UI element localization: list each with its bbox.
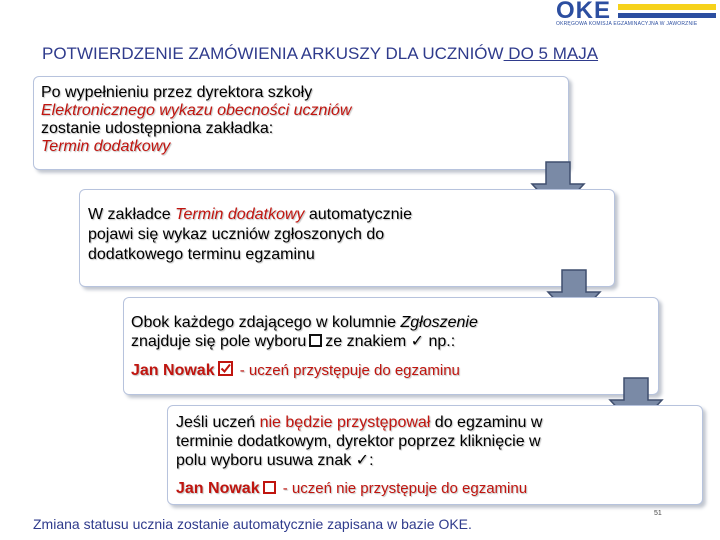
logo-letters: OKE [556, 0, 612, 24]
oke-logo [556, 2, 716, 26]
checked-checkbox-icon [218, 361, 233, 376]
box4-example: Jan Nowak - uczeń nie przystępuje do egzaminu [176, 480, 528, 497]
empty-checkbox-icon [263, 481, 276, 494]
box4-negation: nie będzie przystępował [259, 414, 431, 431]
checkbox-icon [309, 334, 322, 347]
box1-line3: zostanie udostępniona zakładka: [41, 120, 274, 137]
logo-bar-yellow [618, 4, 716, 10]
box4-line2: terminie dodatkowym, dyrektor poprzez kliknięcie w [176, 433, 541, 450]
box3-column-name: Zgłoszenie [400, 314, 478, 331]
box3-line2: znajduje się pole wyboru ze znakiem ✓ np.: [131, 333, 456, 350]
box4-line1: Jeśli uczeń nie będzie przystępował do egzaminu w [176, 414, 543, 431]
box3-example: Jan Nowak - uczeń przystępuje do egzaminu [131, 362, 460, 379]
box1-line4: Termin dodatkowy [41, 138, 171, 155]
example-student-name: Jan Nowak [131, 362, 215, 379]
box1-line2: Elektronicznego wykazu obecności uczniów [41, 102, 352, 119]
box1-line1: Po wypełnieniu przez dyrektora szkoły [41, 84, 313, 101]
box2-line2: pojawi się wykaz uczniów zgłoszonych do [88, 226, 385, 243]
checkmark-icon: ✓ [355, 452, 370, 469]
logo-subtitle: OKRĘGOWA KOMISJA EGZAMINACYJNA W JAWORZNIE [556, 21, 698, 27]
title-date: DO 5 MAJA [503, 44, 599, 63]
footer-note: Zmiana statusu ucznia zostanie automatycznie zapisana w bazie OKE. [33, 516, 472, 532]
example-student-name: Jan Nowak [176, 480, 260, 497]
box2-term: Termin dodatkowy [175, 206, 305, 223]
page-title [42, 44, 598, 64]
box3-line1: Obok każdego zdającego w kolumnie Zgłoszenie [131, 314, 478, 331]
box2-line1: W zakładce Termin dodatkowy automatycznie [88, 206, 412, 223]
box4-line3: polu wyboru usuwa znak ✓: [176, 452, 374, 469]
title-main: POTWIERDZENIE ZAMÓWIENIA ARKUSZY DLA UCZNIÓW [42, 44, 504, 63]
logo-bar-blue [618, 13, 716, 18]
box2-line3: dodatkowego terminu egzaminu [88, 246, 315, 263]
page-number: 51 [654, 510, 662, 517]
checkmark-icon: ✓ [410, 333, 424, 350]
